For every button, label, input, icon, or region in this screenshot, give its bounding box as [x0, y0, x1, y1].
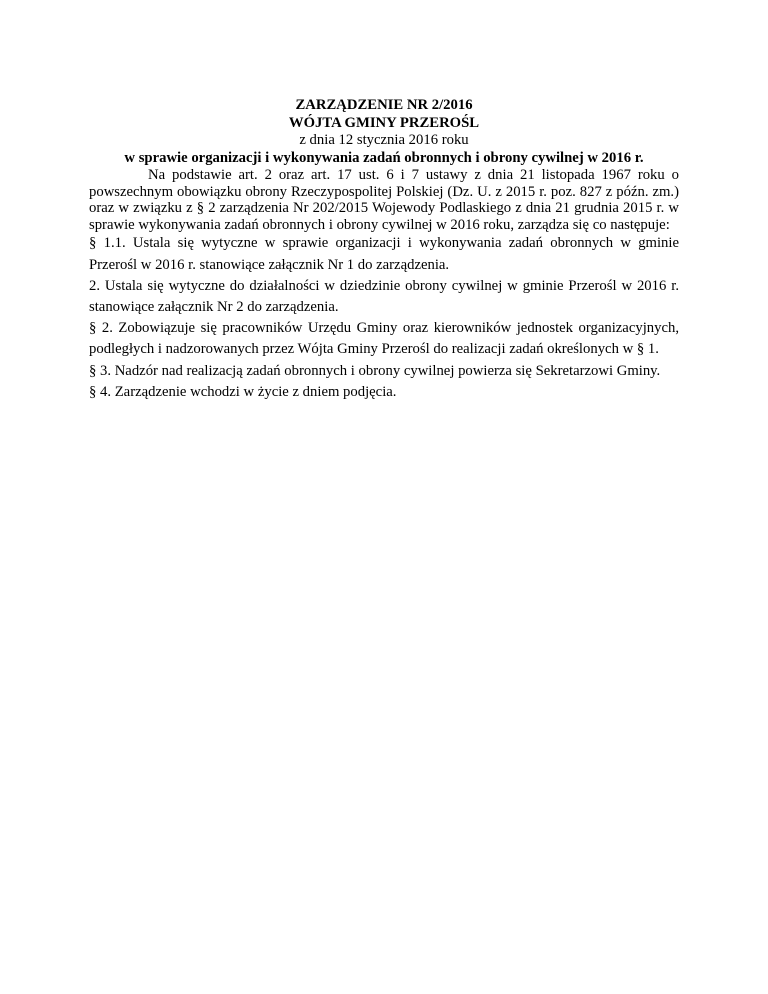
- paragraph-2: § 2. Zobowiązuje się pracowników Urzędu Gminy oraz kierowników jednostek organizacyjnych, podległych i nadzorowanych przez Wójta Gminy Przerośl do realizacji zadań określonych w § 1.: [89, 320, 679, 358]
- legal-basis-paragraph: Na podstawie art. 2 oraz art. 17 ust. 6 i 7 ustawy z dnia 21 listopada 1967 roku o powszechnym obowiązku obrony Rzeczypospolitej Polskiej (Dz. U. z 2015 r. poz. 827 z późn. zm.) oraz w związku z § 2 zarządzenia Nr 202/2015 Wojewody Podlaskiego z dnia 21 grudnia 2015 r. w sprawie wykonywania zadań obronnych i obrony cywilnej w 2016 roku, zarządza się co następuje:: [89, 167, 679, 233]
- document-issuer: WÓJTA GMINY PRZEROŚL: [288, 114, 480, 131]
- paragraph-1-2: 2. Ustala się wytyczne do działalności w dziedzinie obrony cywilnej w gminie Przerośl w 2016 r. stanowiące załącznik Nr 2 do zarządzenia.: [89, 277, 679, 315]
- document-page: [89, 97, 679, 403]
- document-title: ZARZĄDZENIE NR 2/2016: [295, 97, 473, 113]
- paragraph-3: § 3. Nadzór nad realizacją zadań obronnych i obrony cywilnej powierza się Sekretarzowi Gminy.: [89, 362, 661, 379]
- paragraph-4: § 4. Zarządzenie wchodzi w życie z dniem podjęcia.: [89, 383, 397, 400]
- document-subject: w sprawie organizacji i wykonywania zadań obronnych i obrony cywilnej w 2016 r.: [124, 149, 644, 166]
- document-date: z dnia 12 stycznia 2016 roku: [299, 132, 469, 149]
- paragraph-1-1: § 1.1. Ustala się wytyczne w sprawie organizacji i wykonywania zadań obronnych w gminie Przerośl w 2016 r. stanowiące załącznik Nr 1 do zarządzenia.: [89, 235, 679, 273]
